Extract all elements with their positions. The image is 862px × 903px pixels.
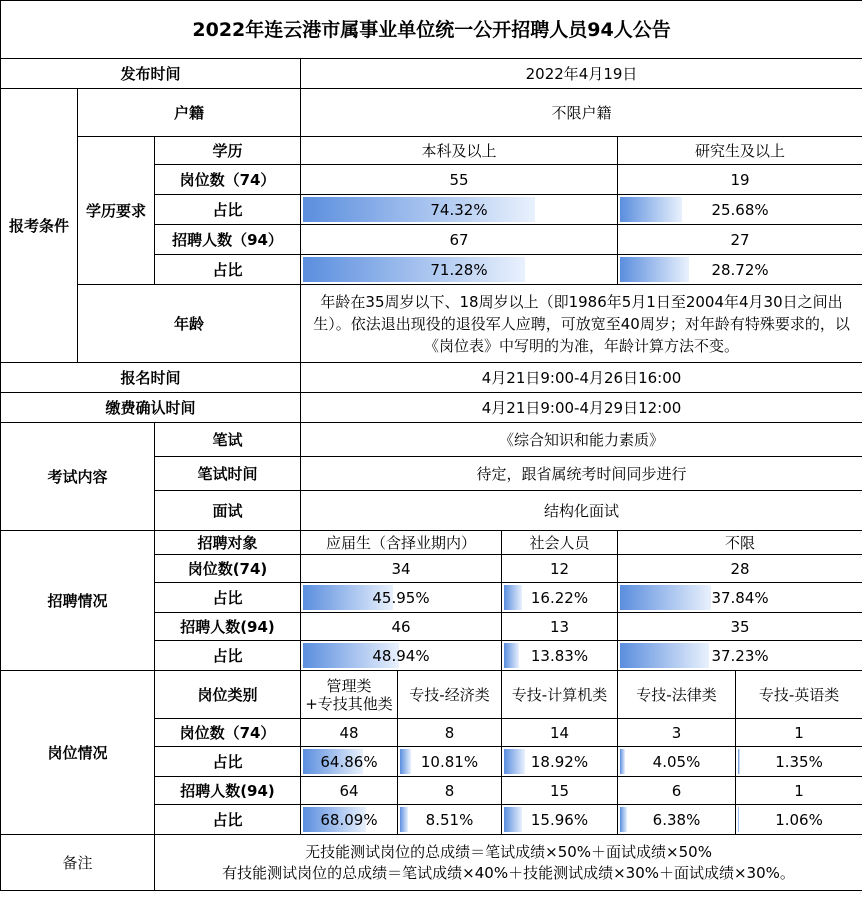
ratio-text: 48.94% [372,646,430,665]
ratio-text: 45.95% [372,588,430,607]
positions-posts-ratio-cell [736,747,862,777]
ratio-text: 1.06% [775,810,823,829]
positions-hire-value: 15 [502,777,618,805]
edu-col-bachelor: 本科及以上 [301,137,618,165]
ratio-text: 16.22% [530,588,589,607]
ratio-text: 64.86% [320,752,378,771]
signup-value: 4月21日9:00-4月26日16:00 [301,363,862,393]
edu-hire-value: 67 [301,225,618,255]
data-bar [504,749,525,774]
recruit-hire-ratio-cell [618,641,862,671]
recruit-posts-value: 28 [618,555,862,583]
data-bar [400,749,411,774]
ratio-text: 37.23% [711,646,769,665]
positions-hire-ratio-cell [618,805,736,835]
positions-posts-ratio-cell [618,747,736,777]
edu-posts-label: 岗位数（74） [155,165,301,195]
edu-posts-ratio-cell [301,195,618,225]
age-label: 年龄 [78,285,301,363]
data-bar [620,749,625,774]
ratio-text: 28.72% [711,260,769,279]
data-bar [303,257,525,282]
payment-label: 缴费确认时间 [1,393,301,423]
ratio-text: 4.05% [652,752,701,771]
edu-hire-ratio-cell [301,255,618,285]
remarks-line: 无技能测试岗位的总成绩＝笔试成绩×50%＋面试成绩×50% [305,842,712,861]
ratio-text: 74.32% [430,200,488,219]
positions-label: 岗位情况 [1,671,155,835]
huji-label: 户籍 [78,89,301,137]
recruit-hire-value: 13 [502,613,618,641]
edu-posts-ratio-label: 占比 [155,195,301,225]
col-line: 管理类 [326,676,372,695]
positions-col-management [301,671,398,719]
ratio-text: 1.35% [775,752,823,771]
edu-posts-value: 55 [301,165,618,195]
remarks-line: 有技能测试岗位的总成绩＝笔试成绩×40%＋技能测试成绩×30%＋面试成绩×30%。 [222,863,795,882]
positions-col-computer: 专技-计算机类 [502,671,618,719]
remarks-value [155,835,862,891]
positions-hire-value: 1 [736,777,862,805]
recruit-posts-ratio-cell [502,583,618,613]
recruit-label: 招聘情况 [1,531,155,671]
ratio-text: 71.28% [430,260,488,279]
remarks-label: 备注 [1,835,155,891]
ratio-text: 15.96% [530,810,589,829]
edu-col-graduate: 研究生及以上 [618,137,862,165]
edu-posts-value: 19 [618,165,862,195]
conditions-label: 报考条件 [1,89,78,363]
positions-posts-ratio-label: 占比 [155,747,301,777]
huji-value: 不限户籍 [301,89,862,137]
recruit-posts-ratio-cell [618,583,862,613]
data-bar [620,643,709,668]
interview-value: 结构化面试 [301,491,862,531]
age-value: 年龄在35周岁以下、18周岁以上（即1986年5月1日至2004年4月30日之间出生）。依法退出现役的退役军人应聘，可放宽至40周岁；对年龄有特殊要求的，以《岗位表》中写明的为准，年龄计算方法不变。 [301,285,862,363]
edu-posts-ratio-cell [618,195,862,225]
exam-label: 考试内容 [1,423,155,531]
data-bar [303,197,535,222]
positions-hire-ratio-cell [398,805,502,835]
ratio-text: 68.09% [320,810,378,829]
data-bar [620,585,711,610]
ratio-text: 8.51% [425,810,474,829]
recruit-header-label: 招聘对象 [155,531,301,555]
positions-posts-ratio-cell [301,747,398,777]
positions-header-label: 岗位类别 [155,671,301,719]
recruit-hire-ratio-cell [301,641,502,671]
ratio-text: 6.38% [652,810,701,829]
ratio-text: 10.81% [420,752,479,771]
positions-col-economics: 专技-经济类 [398,671,502,719]
positions-hire-ratio-label: 占比 [155,805,301,835]
positions-hire-value: 6 [618,777,736,805]
col-line: +专技其他类 [305,694,393,713]
data-bar [620,197,682,222]
recruit-posts-label: 岗位数(74) [155,555,301,583]
recruit-posts-ratio-cell [301,583,502,613]
positions-hire-value: 64 [301,777,398,805]
recruit-posts-ratio-label: 占比 [155,583,301,613]
ratio-text: 13.83% [530,646,589,665]
written-time-label: 笔试时间 [155,457,301,491]
edu-hire-ratio-cell [618,255,862,285]
data-bar [620,807,627,832]
recruit-posts-value: 34 [301,555,502,583]
positions-hire-value: 8 [398,777,502,805]
interview-label: 面试 [155,491,301,531]
data-bar [400,807,408,832]
edu-hire-value: 27 [618,225,862,255]
positions-hire-ratio-cell [736,805,862,835]
written-label: 笔试 [155,423,301,457]
data-bar [738,807,739,832]
recruit-col-public: 社会人员 [502,531,618,555]
written-value: 《综合知识和能力素质》 [301,423,862,457]
positions-posts-value: 14 [502,719,618,747]
ratio-text: 18.92% [530,752,589,771]
publish-value: 2022年4月19日 [301,59,862,89]
recruit-hire-value: 46 [301,613,502,641]
recruit-hire-label: 招聘人数(94) [155,613,301,641]
data-bar [620,257,689,282]
edu-header-label: 学历 [155,137,301,165]
edu-hire-ratio-label: 占比 [155,255,301,285]
positions-col-english: 专技-英语类 [736,671,862,719]
recruit-hire-value: 35 [618,613,862,641]
positions-col-law: 专技-法律类 [618,671,736,719]
recruit-posts-value: 12 [502,555,618,583]
recruit-hire-ratio-cell [502,641,618,671]
positions-hire-ratio-cell [502,805,618,835]
recruit-hire-ratio-label: 占比 [155,641,301,671]
ratio-text: 37.84% [711,588,769,607]
payment-value: 4月21日9:00-4月29日12:00 [301,393,862,423]
positions-posts-value: 48 [301,719,398,747]
positions-posts-ratio-cell [398,747,502,777]
page-title: 2022年连云港市属事业单位统一公开招聘人员94人公告 [1,1,862,59]
ratio-text: 25.68% [711,200,769,219]
recruit-col-graduates: 应届生（含择业期内） [301,531,502,555]
edu-hire-label: 招聘人数（94） [155,225,301,255]
written-time-value: 待定，跟省属统考时间同步进行 [301,457,862,491]
data-bar [504,807,522,832]
data-bar [738,749,740,774]
positions-hire-ratio-cell [301,805,398,835]
positions-posts-label: 岗位数（74） [155,719,301,747]
positions-hire-label: 招聘人数(94) [155,777,301,805]
positions-posts-value: 3 [618,719,736,747]
data-bar [504,643,519,668]
positions-posts-value: 8 [398,719,502,747]
recruit-col-any: 不限 [618,531,862,555]
positions-posts-ratio-cell [502,747,618,777]
positions-posts-value: 1 [736,719,862,747]
publish-label: 发布时间 [1,59,301,89]
edu-label: 学历要求 [78,137,155,285]
signup-label: 报名时间 [1,363,301,393]
data-bar [504,585,522,610]
